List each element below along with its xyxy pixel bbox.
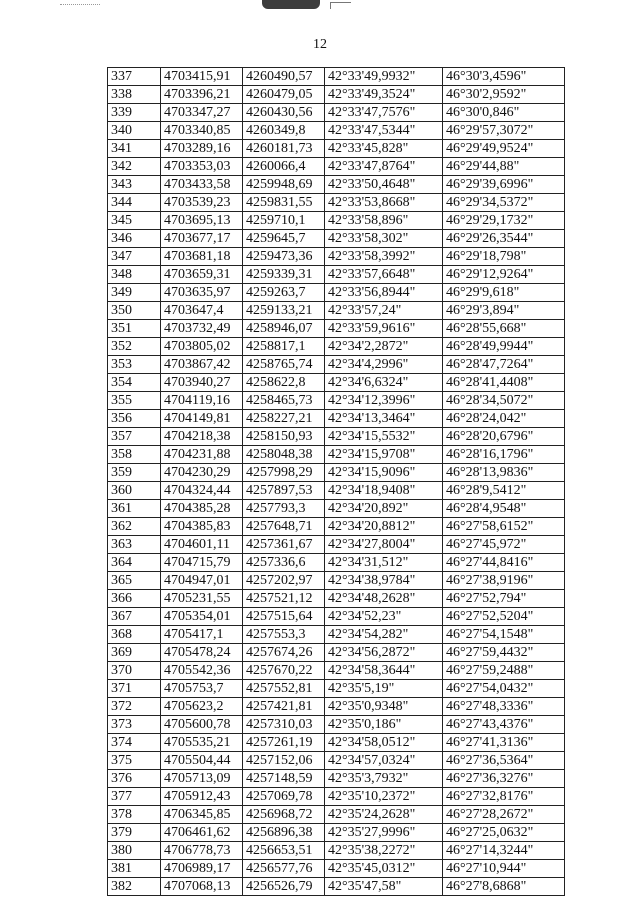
table-row [108, 68, 565, 86]
table-row [108, 500, 565, 518]
y-coordinate-cell: 4258946,07 [243, 320, 325, 338]
y-coordinate-cell: 4260349,8 [243, 122, 325, 140]
x-coordinate-cell: 4705600,78 [161, 716, 243, 734]
y-coordinate-cell: 4258817,1 [243, 338, 325, 356]
table-row [108, 338, 565, 356]
x-coordinate-cell: 4703659,31 [161, 266, 243, 284]
y-coordinate-cell: 4258150,93 [243, 428, 325, 446]
longitude-cell: 46°29'39,6996" [443, 176, 565, 194]
point-number-cell: 353 [108, 356, 161, 374]
point-number-cell: 370 [108, 662, 161, 680]
x-coordinate-cell: 4704947,01 [161, 572, 243, 590]
point-number-cell: 350 [108, 302, 161, 320]
x-coordinate-cell: 4704601,11 [161, 536, 243, 554]
latitude-cell: 42°34'20,8812" [325, 518, 443, 536]
point-number-cell: 382 [108, 878, 161, 896]
y-coordinate-cell: 4257793,3 [243, 500, 325, 518]
y-coordinate-cell: 4259263,7 [243, 284, 325, 302]
table-row [108, 194, 565, 212]
point-number-cell: 340 [108, 122, 161, 140]
table-row [108, 680, 565, 698]
point-number-cell: 365 [108, 572, 161, 590]
y-coordinate-cell: 4256577,76 [243, 860, 325, 878]
latitude-cell: 42°35'0,9348" [325, 698, 443, 716]
y-coordinate-cell: 4256653,51 [243, 842, 325, 860]
x-coordinate-cell: 4705753,7 [161, 680, 243, 698]
x-coordinate-cell: 4704230,29 [161, 464, 243, 482]
longitude-cell: 46°30'3,4596" [443, 68, 565, 86]
scan-artifact-smudge [262, 0, 320, 9]
longitude-cell: 46°28'4,9548" [443, 500, 565, 518]
y-coordinate-cell: 4258465,73 [243, 392, 325, 410]
point-number-cell: 378 [108, 806, 161, 824]
latitude-cell: 42°34'13,3464" [325, 410, 443, 428]
point-number-cell: 376 [108, 770, 161, 788]
latitude-cell: 42°34'38,9784" [325, 572, 443, 590]
table-row [108, 788, 565, 806]
latitude-cell: 42°34'18,9408" [325, 482, 443, 500]
latitude-cell: 42°34'57,0324" [325, 752, 443, 770]
latitude-cell: 42°34'12,3996" [325, 392, 443, 410]
y-coordinate-cell: 4260181,73 [243, 140, 325, 158]
latitude-cell: 42°33'56,8944" [325, 284, 443, 302]
table-row [108, 464, 565, 482]
table-row [108, 518, 565, 536]
point-number-cell: 373 [108, 716, 161, 734]
table-row [108, 392, 565, 410]
longitude-cell: 46°27'36,3276" [443, 770, 565, 788]
latitude-cell: 42°33'58,3992" [325, 248, 443, 266]
point-number-cell: 366 [108, 590, 161, 608]
y-coordinate-cell: 4256526,79 [243, 878, 325, 896]
x-coordinate-cell: 4703353,03 [161, 158, 243, 176]
longitude-cell: 46°27'25,0632" [443, 824, 565, 842]
longitude-cell: 46°29'26,3544" [443, 230, 565, 248]
longitude-cell: 46°28'41,4408" [443, 374, 565, 392]
table-row [108, 158, 565, 176]
longitude-cell: 46°29'44,88" [443, 158, 565, 176]
y-coordinate-cell: 4257310,03 [243, 716, 325, 734]
point-number-cell: 361 [108, 500, 161, 518]
longitude-cell: 46°28'49,9944" [443, 338, 565, 356]
y-coordinate-cell: 4260430,56 [243, 104, 325, 122]
latitude-cell: 42°34'2,2872" [325, 338, 443, 356]
longitude-cell: 46°27'36,5364" [443, 752, 565, 770]
longitude-cell: 46°27'8,6868" [443, 878, 565, 896]
point-number-cell: 367 [108, 608, 161, 626]
longitude-cell: 46°29'3,894" [443, 302, 565, 320]
y-coordinate-cell: 4257521,12 [243, 590, 325, 608]
x-coordinate-cell: 4705417,1 [161, 626, 243, 644]
y-coordinate-cell: 4257515,64 [243, 608, 325, 626]
y-coordinate-cell: 4258227,21 [243, 410, 325, 428]
table-row [108, 626, 565, 644]
longitude-cell: 46°29'34,5372" [443, 194, 565, 212]
longitude-cell: 46°28'9,5412" [443, 482, 565, 500]
y-coordinate-cell: 4259948,69 [243, 176, 325, 194]
latitude-cell: 42°33'47,7576" [325, 104, 443, 122]
longitude-cell: 46°27'59,2488" [443, 662, 565, 680]
table-row [108, 446, 565, 464]
point-number-cell: 380 [108, 842, 161, 860]
y-coordinate-cell: 4258048,38 [243, 446, 325, 464]
x-coordinate-cell: 4704385,28 [161, 500, 243, 518]
page-number: 12 [313, 37, 327, 52]
y-coordinate-cell: 4257553,3 [243, 626, 325, 644]
coordinates-table [107, 67, 565, 896]
latitude-cell: 42°34'15,9708" [325, 446, 443, 464]
point-number-cell: 342 [108, 158, 161, 176]
x-coordinate-cell: 4703635,97 [161, 284, 243, 302]
longitude-cell: 46°28'24,042" [443, 410, 565, 428]
point-number-cell: 360 [108, 482, 161, 500]
x-coordinate-cell: 4706461,62 [161, 824, 243, 842]
longitude-cell: 46°30'0,846" [443, 104, 565, 122]
x-coordinate-cell: 4704119,16 [161, 392, 243, 410]
table-row [108, 572, 565, 590]
x-coordinate-cell: 4706345,85 [161, 806, 243, 824]
y-coordinate-cell: 4259133,21 [243, 302, 325, 320]
point-number-cell: 354 [108, 374, 161, 392]
table-row [108, 770, 565, 788]
y-coordinate-cell: 4259473,36 [243, 248, 325, 266]
point-number-cell: 355 [108, 392, 161, 410]
longitude-cell: 46°27'14,3244" [443, 842, 565, 860]
longitude-cell: 46°27'10,944" [443, 860, 565, 878]
latitude-cell: 42°33'58,896" [325, 212, 443, 230]
longitude-cell: 46°28'47,7264" [443, 356, 565, 374]
latitude-cell: 42°34'27,8004" [325, 536, 443, 554]
point-number-cell: 375 [108, 752, 161, 770]
x-coordinate-cell: 4703539,23 [161, 194, 243, 212]
table-row [108, 212, 565, 230]
x-coordinate-cell: 4705713,09 [161, 770, 243, 788]
longitude-cell: 46°27'54,1548" [443, 626, 565, 644]
latitude-cell: 42°35'47,58" [325, 878, 443, 896]
latitude-cell: 42°33'49,3524" [325, 86, 443, 104]
table-row [108, 752, 565, 770]
table-row [108, 302, 565, 320]
longitude-cell: 46°28'55,668" [443, 320, 565, 338]
table-row [108, 374, 565, 392]
point-number-cell: 348 [108, 266, 161, 284]
y-coordinate-cell: 4259710,1 [243, 212, 325, 230]
latitude-cell: 42°34'48,2628" [325, 590, 443, 608]
x-coordinate-cell: 4703433,58 [161, 176, 243, 194]
y-coordinate-cell: 4259339,31 [243, 266, 325, 284]
table-row [108, 86, 565, 104]
longitude-cell: 46°27'32,8176" [443, 788, 565, 806]
point-number-cell: 359 [108, 464, 161, 482]
y-coordinate-cell: 4258622,8 [243, 374, 325, 392]
longitude-cell: 46°27'38,9196" [443, 572, 565, 590]
y-coordinate-cell: 4257152,06 [243, 752, 325, 770]
y-coordinate-cell: 4257674,26 [243, 644, 325, 662]
y-coordinate-cell: 4257998,29 [243, 464, 325, 482]
table-row [108, 176, 565, 194]
y-coordinate-cell: 4260066,4 [243, 158, 325, 176]
point-number-cell: 368 [108, 626, 161, 644]
latitude-cell: 42°33'49,9932" [325, 68, 443, 86]
table-row [108, 878, 565, 896]
point-number-cell: 371 [108, 680, 161, 698]
longitude-cell: 46°27'43,4376" [443, 716, 565, 734]
longitude-cell: 46°29'57,3072" [443, 122, 565, 140]
table-row [108, 248, 565, 266]
point-number-cell: 341 [108, 140, 161, 158]
x-coordinate-cell: 4705231,55 [161, 590, 243, 608]
longitude-cell: 46°27'58,6152" [443, 518, 565, 536]
latitude-cell: 42°34'4,2996" [325, 356, 443, 374]
longitude-cell: 46°27'52,5204" [443, 608, 565, 626]
latitude-cell: 42°35'45,0312" [325, 860, 443, 878]
point-number-cell: 357 [108, 428, 161, 446]
latitude-cell: 42°34'15,5532" [325, 428, 443, 446]
longitude-cell: 46°27'44,8416" [443, 554, 565, 572]
point-number-cell: 344 [108, 194, 161, 212]
x-coordinate-cell: 4705504,44 [161, 752, 243, 770]
table-row [108, 824, 565, 842]
x-coordinate-cell: 4704231,88 [161, 446, 243, 464]
y-coordinate-cell: 4258765,74 [243, 356, 325, 374]
table-row [108, 410, 565, 428]
longitude-cell: 46°27'45,972" [443, 536, 565, 554]
x-coordinate-cell: 4705542,36 [161, 662, 243, 680]
longitude-cell: 46°27'48,3336" [443, 698, 565, 716]
x-coordinate-cell: 4707068,13 [161, 878, 243, 896]
point-number-cell: 352 [108, 338, 161, 356]
table-row [108, 140, 565, 158]
latitude-cell: 42°34'31,512" [325, 554, 443, 572]
table-row [108, 428, 565, 446]
x-coordinate-cell: 4704218,38 [161, 428, 243, 446]
table-row [108, 104, 565, 122]
longitude-cell: 46°28'34,5072" [443, 392, 565, 410]
x-coordinate-cell: 4703677,17 [161, 230, 243, 248]
point-number-cell: 369 [108, 644, 161, 662]
point-number-cell: 351 [108, 320, 161, 338]
y-coordinate-cell: 4257202,97 [243, 572, 325, 590]
latitude-cell: 42°33'58,302" [325, 230, 443, 248]
latitude-cell: 42°34'20,892" [325, 500, 443, 518]
point-number-cell: 358 [108, 446, 161, 464]
longitude-cell: 46°29'9,618" [443, 284, 565, 302]
x-coordinate-cell: 4703647,4 [161, 302, 243, 320]
latitude-cell: 42°34'58,0512" [325, 734, 443, 752]
table-row [108, 482, 565, 500]
table-row [108, 230, 565, 248]
table-row [108, 698, 565, 716]
y-coordinate-cell: 4256896,38 [243, 824, 325, 842]
x-coordinate-cell: 4703681,18 [161, 248, 243, 266]
y-coordinate-cell: 4259645,7 [243, 230, 325, 248]
point-number-cell: 364 [108, 554, 161, 572]
longitude-cell: 46°28'16,1796" [443, 446, 565, 464]
x-coordinate-cell: 4703347,27 [161, 104, 243, 122]
x-coordinate-cell: 4705478,24 [161, 644, 243, 662]
x-coordinate-cell: 4703805,02 [161, 338, 243, 356]
point-number-cell: 374 [108, 734, 161, 752]
latitude-cell: 42°35'5,19" [325, 680, 443, 698]
y-coordinate-cell: 4257148,59 [243, 770, 325, 788]
x-coordinate-cell: 4703415,91 [161, 68, 243, 86]
longitude-cell: 46°29'29,1732" [443, 212, 565, 230]
longitude-cell: 46°29'18,798" [443, 248, 565, 266]
y-coordinate-cell: 4260490,57 [243, 68, 325, 86]
latitude-cell: 42°35'27,9996" [325, 824, 443, 842]
table-row [108, 536, 565, 554]
x-coordinate-cell: 4703867,42 [161, 356, 243, 374]
latitude-cell: 42°35'24,2628" [325, 806, 443, 824]
y-coordinate-cell: 4257261,19 [243, 734, 325, 752]
longitude-cell: 46°27'59,4432" [443, 644, 565, 662]
longitude-cell: 46°28'13,9836" [443, 464, 565, 482]
scan-artifact-mark [330, 2, 351, 9]
table-row [108, 842, 565, 860]
point-number-cell: 343 [108, 176, 161, 194]
longitude-cell: 46°27'52,794" [443, 590, 565, 608]
table-row [108, 554, 565, 572]
x-coordinate-cell: 4703289,16 [161, 140, 243, 158]
table-row [108, 716, 565, 734]
table-row [108, 590, 565, 608]
x-coordinate-cell: 4705912,43 [161, 788, 243, 806]
y-coordinate-cell: 4257897,53 [243, 482, 325, 500]
x-coordinate-cell: 4705623,2 [161, 698, 243, 716]
latitude-cell: 42°34'54,282" [325, 626, 443, 644]
table-row [108, 860, 565, 878]
latitude-cell: 42°34'56,2872" [325, 644, 443, 662]
y-coordinate-cell: 4260479,05 [243, 86, 325, 104]
point-number-cell: 372 [108, 698, 161, 716]
point-number-cell: 362 [108, 518, 161, 536]
point-number-cell: 363 [108, 536, 161, 554]
table-row [108, 266, 565, 284]
x-coordinate-cell: 4703396,21 [161, 86, 243, 104]
point-number-cell: 349 [108, 284, 161, 302]
latitude-cell: 42°33'57,6648" [325, 266, 443, 284]
table-row [108, 608, 565, 626]
latitude-cell: 42°33'57,24" [325, 302, 443, 320]
longitude-cell: 46°29'12,9264" [443, 266, 565, 284]
point-number-cell: 377 [108, 788, 161, 806]
point-number-cell: 379 [108, 824, 161, 842]
latitude-cell: 42°33'53,8668" [325, 194, 443, 212]
point-number-cell: 347 [108, 248, 161, 266]
table-row [108, 356, 565, 374]
latitude-cell: 42°34'58,3644" [325, 662, 443, 680]
latitude-cell: 42°33'47,5344" [325, 122, 443, 140]
latitude-cell: 42°35'0,186" [325, 716, 443, 734]
latitude-cell: 42°34'52,23" [325, 608, 443, 626]
longitude-cell: 46°29'49,9524" [443, 140, 565, 158]
table-row [108, 284, 565, 302]
longitude-cell: 46°28'20,6796" [443, 428, 565, 446]
table-row [108, 806, 565, 824]
y-coordinate-cell: 4257421,81 [243, 698, 325, 716]
latitude-cell: 42°33'45,828" [325, 140, 443, 158]
y-coordinate-cell: 4257069,78 [243, 788, 325, 806]
point-number-cell: 381 [108, 860, 161, 878]
longitude-cell: 46°27'54,0432" [443, 680, 565, 698]
point-number-cell: 346 [108, 230, 161, 248]
table-row [108, 734, 565, 752]
x-coordinate-cell: 4703732,49 [161, 320, 243, 338]
y-coordinate-cell: 4257552,81 [243, 680, 325, 698]
latitude-cell: 42°35'10,2372" [325, 788, 443, 806]
y-coordinate-cell: 4257670,22 [243, 662, 325, 680]
longitude-cell: 46°30'2,9592" [443, 86, 565, 104]
table-row [108, 320, 565, 338]
x-coordinate-cell: 4706778,73 [161, 842, 243, 860]
x-coordinate-cell: 4704715,79 [161, 554, 243, 572]
point-number-cell: 337 [108, 68, 161, 86]
scan-artifact-dots [60, 4, 100, 6]
x-coordinate-cell: 4705354,01 [161, 608, 243, 626]
table-row [108, 122, 565, 140]
table-row [108, 644, 565, 662]
x-coordinate-cell: 4704385,83 [161, 518, 243, 536]
x-coordinate-cell: 4705535,21 [161, 734, 243, 752]
latitude-cell: 42°35'38,2272" [325, 842, 443, 860]
x-coordinate-cell: 4703695,13 [161, 212, 243, 230]
table-row [108, 662, 565, 680]
latitude-cell: 42°33'47,8764" [325, 158, 443, 176]
x-coordinate-cell: 4704324,44 [161, 482, 243, 500]
latitude-cell: 42°33'59,9616" [325, 320, 443, 338]
y-coordinate-cell: 4257361,67 [243, 536, 325, 554]
point-number-cell: 356 [108, 410, 161, 428]
y-coordinate-cell: 4259831,55 [243, 194, 325, 212]
y-coordinate-cell: 4256968,72 [243, 806, 325, 824]
longitude-cell: 46°27'28,2672" [443, 806, 565, 824]
latitude-cell: 42°34'15,9096" [325, 464, 443, 482]
point-number-cell: 338 [108, 86, 161, 104]
latitude-cell: 42°34'6,6324" [325, 374, 443, 392]
y-coordinate-cell: 4257648,71 [243, 518, 325, 536]
longitude-cell: 46°27'41,3136" [443, 734, 565, 752]
x-coordinate-cell: 4706989,17 [161, 860, 243, 878]
x-coordinate-cell: 4703340,85 [161, 122, 243, 140]
coordinates-table-body [108, 68, 565, 896]
latitude-cell: 42°35'3,7932" [325, 770, 443, 788]
x-coordinate-cell: 4704149,81 [161, 410, 243, 428]
y-coordinate-cell: 4257336,6 [243, 554, 325, 572]
point-number-cell: 345 [108, 212, 161, 230]
point-number-cell: 339 [108, 104, 161, 122]
x-coordinate-cell: 4703940,27 [161, 374, 243, 392]
latitude-cell: 42°33'50,4648" [325, 176, 443, 194]
